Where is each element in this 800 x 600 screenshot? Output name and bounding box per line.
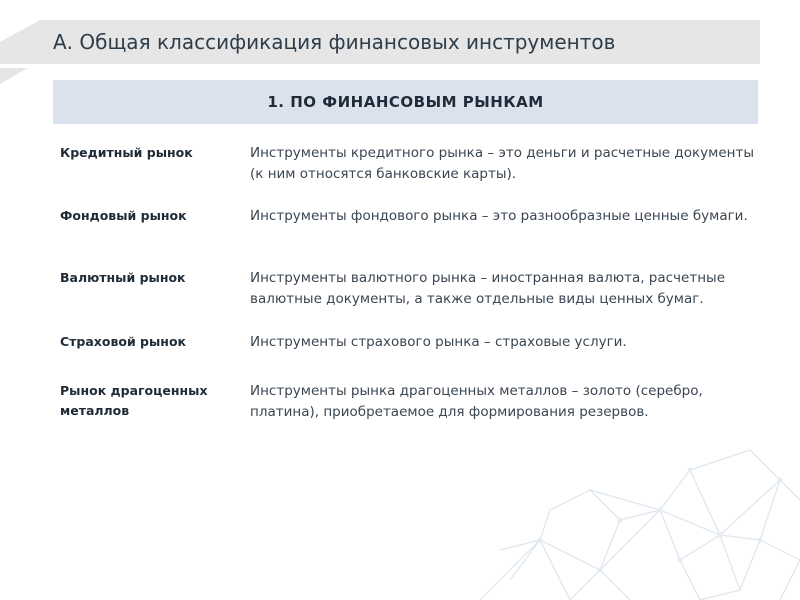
row-term: Фондовый рынок [60,208,187,223]
row-description: Инструменты валютного рынка – иностранная валюта, расчетные валютные документы, а также отдельные виды ценных бумаг. [250,270,725,307]
page-title: А. Общая классификация финансовых инструментов [53,30,616,54]
section-header [53,80,758,124]
row-term: Рынок драгоценных металлов [60,383,208,418]
row-term: Кредитный рынок [60,145,193,160]
row-description: Инструменты кредитного рынка – это деньги и расчетные документы (к ним относятся банковские карты). [250,145,754,182]
row-description: Инструменты рынка драгоценных металлов – золото (серебро, платина), приобретаемое для формирования резервов. [250,383,703,420]
row-description: Инструменты фондового рынка – это разнообразные ценные бумаги. [250,208,748,224]
left-tab-decoration [0,68,30,88]
row-term: Страховой рынок [60,334,187,349]
row-description: Инструменты страхового рынка – страховые услуги. [250,334,627,350]
polygon-network-decoration [480,440,800,600]
row-term: Валютный рынок [60,270,186,285]
section-title: 1. ПО ФИНАНСОВЫМ РЫНКАМ [267,93,544,111]
title-bar [0,20,760,64]
